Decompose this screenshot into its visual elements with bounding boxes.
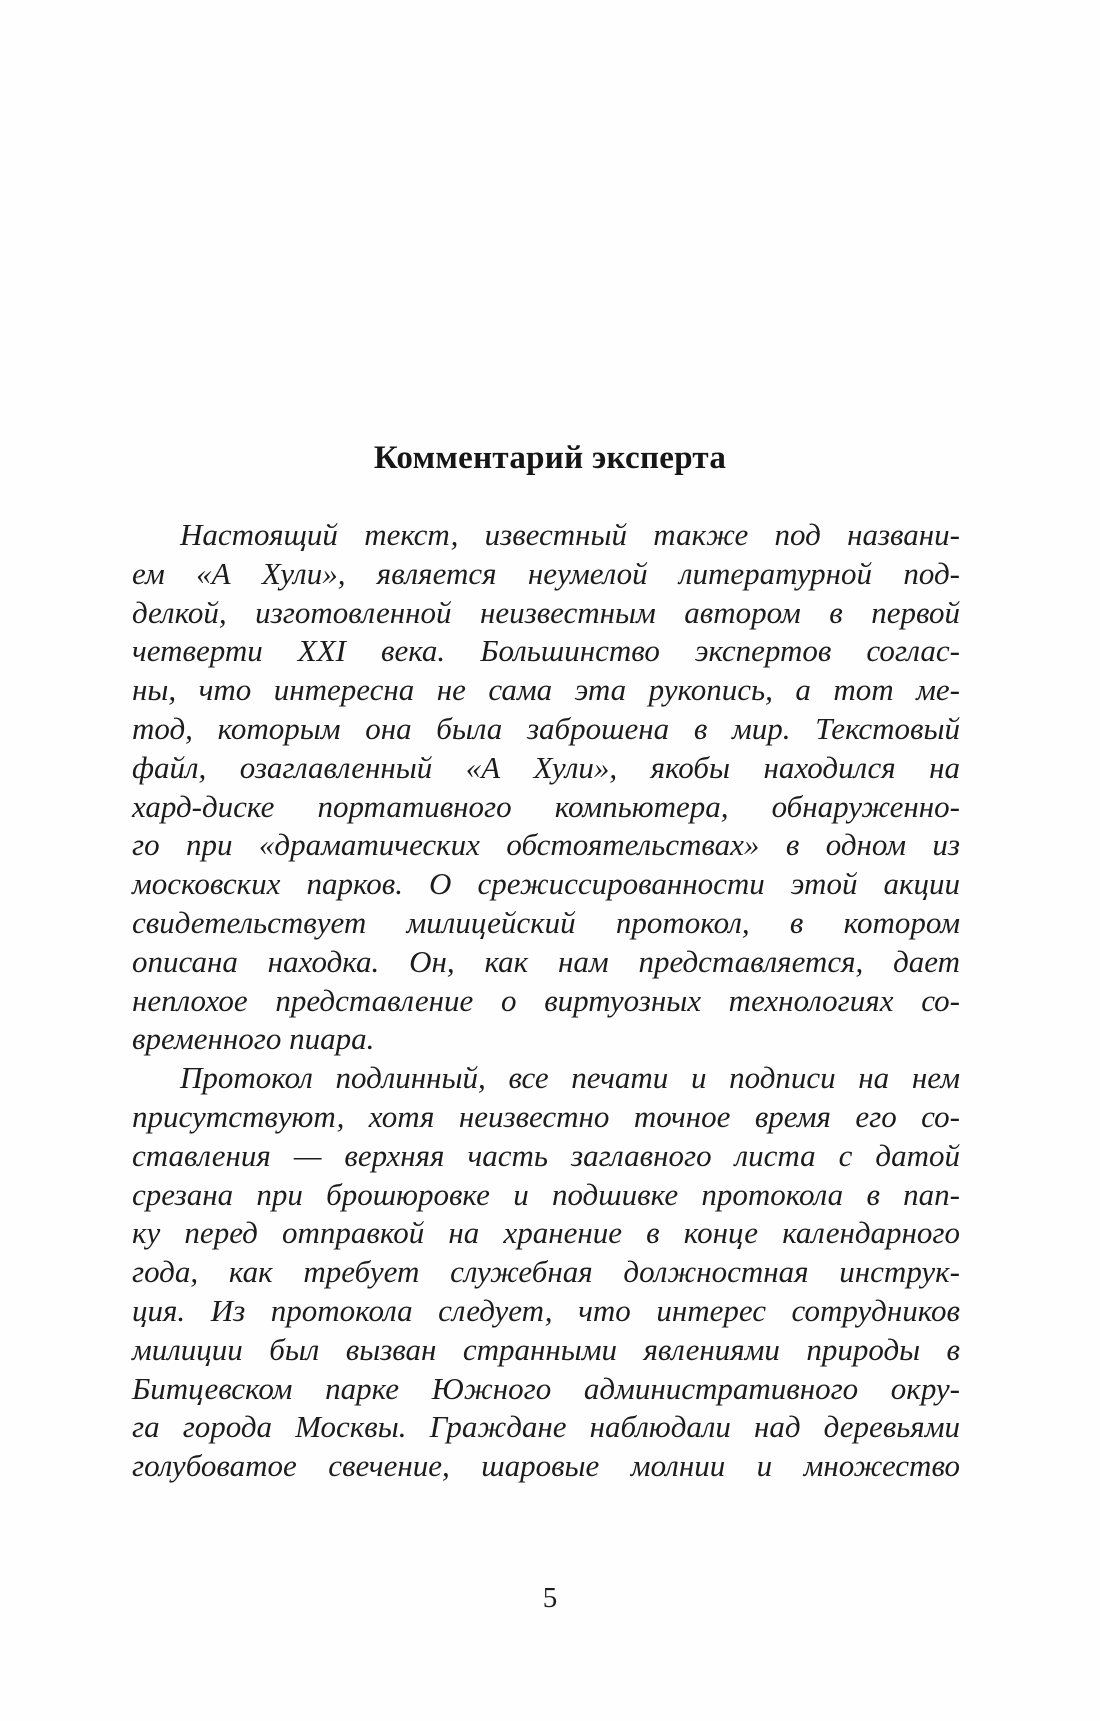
text-line: присутствуют, хотя неизвестно точное время его со- bbox=[132, 1098, 960, 1134]
text-line: га города Москвы. Граждане наблюдали над деревьями bbox=[132, 1409, 960, 1445]
text-line: московских парков. О срежиссированности этой акции bbox=[132, 866, 960, 902]
text-line: ем «А Хули», является неумелой литературной под- bbox=[132, 555, 960, 591]
text-line: делкой, изготовленной неизвестным автором в первой bbox=[132, 594, 960, 630]
paragraph-1 bbox=[132, 516, 960, 1059]
text-line: Протокол подлинный, все печати и подписи на нем bbox=[180, 1060, 960, 1096]
text-line: неплохое представление о виртуозных технологиях со- bbox=[132, 982, 960, 1018]
text-line: голубоватое свечение, шаровые молнии и множество bbox=[132, 1448, 960, 1484]
text-line: го при «драматических обстоятельствах» в одном из bbox=[132, 827, 960, 863]
body-text bbox=[132, 516, 960, 1486]
text-line: Битцевском парке Южного административного окру- bbox=[132, 1370, 960, 1406]
text-line: милиции был вызван странными явлениями природы в bbox=[132, 1331, 960, 1367]
paragraph-2 bbox=[132, 1059, 960, 1486]
text-line: файл, озаглавленный «А Хули», якобы находился на bbox=[132, 749, 960, 785]
text-line: ку перед отправкой на хранение в конце календарного bbox=[132, 1215, 960, 1251]
text-line: описана находка. Он, как нам представляется, дает bbox=[132, 943, 960, 979]
text-line: срезана при брошюровке и подшивке протокола в пап- bbox=[132, 1176, 960, 1212]
text-line: ция. Из протокола следует, что интерес сотрудников bbox=[132, 1292, 960, 1328]
text-line: тод, которым она была заброшена в мир. Текстовый bbox=[132, 710, 960, 746]
text-line: временного пиара. bbox=[132, 1021, 375, 1057]
text-line: четверти XXI века. Большинство экспертов соглас- bbox=[132, 633, 960, 669]
text-line: свидетельствует милицейский протокол, в котором bbox=[132, 904, 960, 940]
text-line: Настоящий текст, известный также под названи- bbox=[180, 517, 960, 552]
text-line: ставления — верхняя часть заглавного листа с датой bbox=[132, 1137, 960, 1173]
text-line: ны, что интересна не сама эта рукопись, а тот ме- bbox=[132, 672, 960, 708]
page-number: 5 bbox=[542, 1582, 558, 1614]
text-line: хард-диске портативного компьютера, обнаруженно- bbox=[132, 788, 960, 824]
page-title: Комментарий эксперта bbox=[373, 440, 727, 476]
text-line: года, как требует служебная должностная инструк- bbox=[132, 1254, 960, 1290]
